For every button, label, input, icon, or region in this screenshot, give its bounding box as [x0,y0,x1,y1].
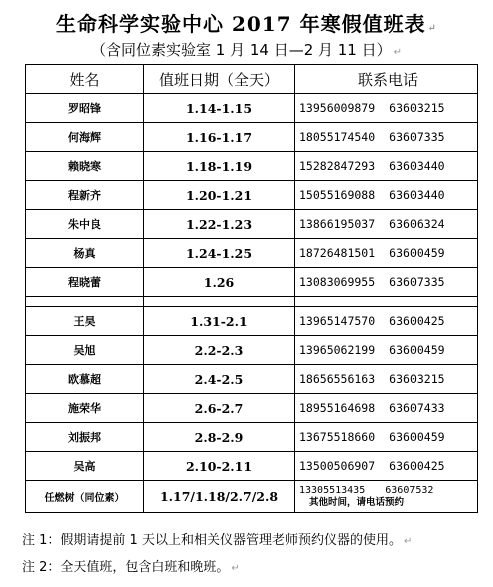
row-date: 1.26 [144,268,295,297]
row-name: 程新齐 [26,181,144,210]
row-phone [295,423,478,452]
row-office: 63603215 [389,101,445,115]
duty-roster-table [25,64,478,513]
table-row [26,239,478,268]
row-date: 2.2-2.3 [144,336,295,365]
row-mobile: 18955164698 [299,401,376,415]
row-date: 1.14-1.15 [144,94,295,123]
row-date: 1.18-1.19 [144,152,295,181]
table-row [26,307,478,336]
row-date: 1.17/1.18/2.7/2.8 [144,481,295,513]
row-mobile: 15055169088 [299,188,376,202]
table-row [26,181,478,210]
row-phone [295,94,478,123]
row-office: 63600459 [389,246,445,260]
row-name: 施荣华 [26,394,144,423]
row-date: 1.24-1.25 [144,239,295,268]
row-name: 程晓蕾 [26,268,144,297]
row-mobile: 18726481501 [299,246,376,260]
row-date: 1.22-1.23 [144,210,295,239]
row-date: 2.8-2.9 [144,423,295,452]
table-row [26,423,478,452]
row-date: 2.4-2.5 [144,365,295,394]
row-phone [295,394,478,423]
row-mobile: 13965062199 [299,343,376,357]
note-1: 注 1：假期请提前 1 天以上和相关仪器管理老师预约仪器的使用。 ↵ [22,533,413,548]
row-name: 刘振邦 [26,423,144,452]
table-row [26,268,478,297]
row-office: 63603440 [389,159,445,173]
row-mobile: 15282847293 [299,159,376,173]
row-office: 63600459 [389,343,445,357]
row-date: 2.6-2.7 [144,394,295,423]
row-office: 63603440 [389,188,445,202]
row-phone [295,239,478,268]
row-mobile: 13956009879 [299,101,376,115]
table-gap-row [26,297,478,307]
row-phone [295,481,478,513]
row-name: 吴高 [26,452,144,481]
row-mobile: 13675518660 [299,430,376,444]
row-mobile: 13965147570 [299,314,376,328]
row-mobile: 13083069955 [299,275,376,289]
row-name: 赖晓寒 [26,152,144,181]
row-office: 63600425 [389,314,445,328]
row-office: 63607433 [389,401,445,415]
row-name: 吴旭 [26,336,144,365]
row-phone [295,336,478,365]
row-mobile: 18656556163 [299,372,376,386]
table-row [26,94,478,123]
table-row [26,365,478,394]
row-mobile: 13305513435 [299,484,366,496]
row-phone [295,181,478,210]
row-office: 63600425 [389,459,445,473]
row-office: 63600459 [389,430,445,444]
row-name: 何海辉 [26,123,144,152]
notes [22,528,412,582]
row-mobile: 18055174540 [299,130,376,144]
table-header-row [26,65,478,94]
row-office: 63607335 [389,130,445,144]
row-phone [295,307,478,336]
row-office: 63606324 [389,217,445,231]
table-row [26,123,478,152]
row-phone [295,210,478,239]
row-name: 任燃树（同位素） [26,481,144,513]
header-name: 姓名 [26,65,144,94]
row-name: 朱中良 [26,210,144,239]
row-name: 王昊 [26,307,144,336]
row-date: 1.31-2.1 [144,307,295,336]
table-row [26,210,478,239]
row-date: 1.20-1.21 [144,181,295,210]
row-phone-note: 其他时间，请电话预约 [309,496,405,508]
row-mobile: 13500506907 [299,459,376,473]
table-row-isotope [26,481,478,513]
note-2: 注 2：全天值班，包含白班和晚班。 ↵ [22,560,240,575]
row-phone [295,452,478,481]
row-name: 杨真 [26,239,144,268]
table-row [26,452,478,481]
table-row [26,336,478,365]
table-row [26,152,478,181]
row-office: 63607335 [389,275,445,289]
page-subtitle: （含同位素实验室 1 月 14 日—2 月 11 日） ↵ [90,41,403,59]
row-office: 63607532 [385,484,434,496]
page-title: 生命科学实验中心 2017 年寒假值班表 ↵ [56,12,437,36]
row-phone [295,365,478,394]
row-name: 罗昭锋 [26,94,144,123]
table-row [26,394,478,423]
row-phone [295,268,478,297]
row-date: 1.16-1.17 [144,123,295,152]
header-phone: 联系电话 [295,65,478,94]
row-date: 2.10-2.11 [144,452,295,481]
row-name: 欧慕超 [26,365,144,394]
row-phone [295,152,478,181]
row-mobile: 13866195037 [299,217,376,231]
header-date: 值班日期（全天） [144,65,295,94]
row-phone [295,123,478,152]
row-office: 63603215 [389,372,445,386]
